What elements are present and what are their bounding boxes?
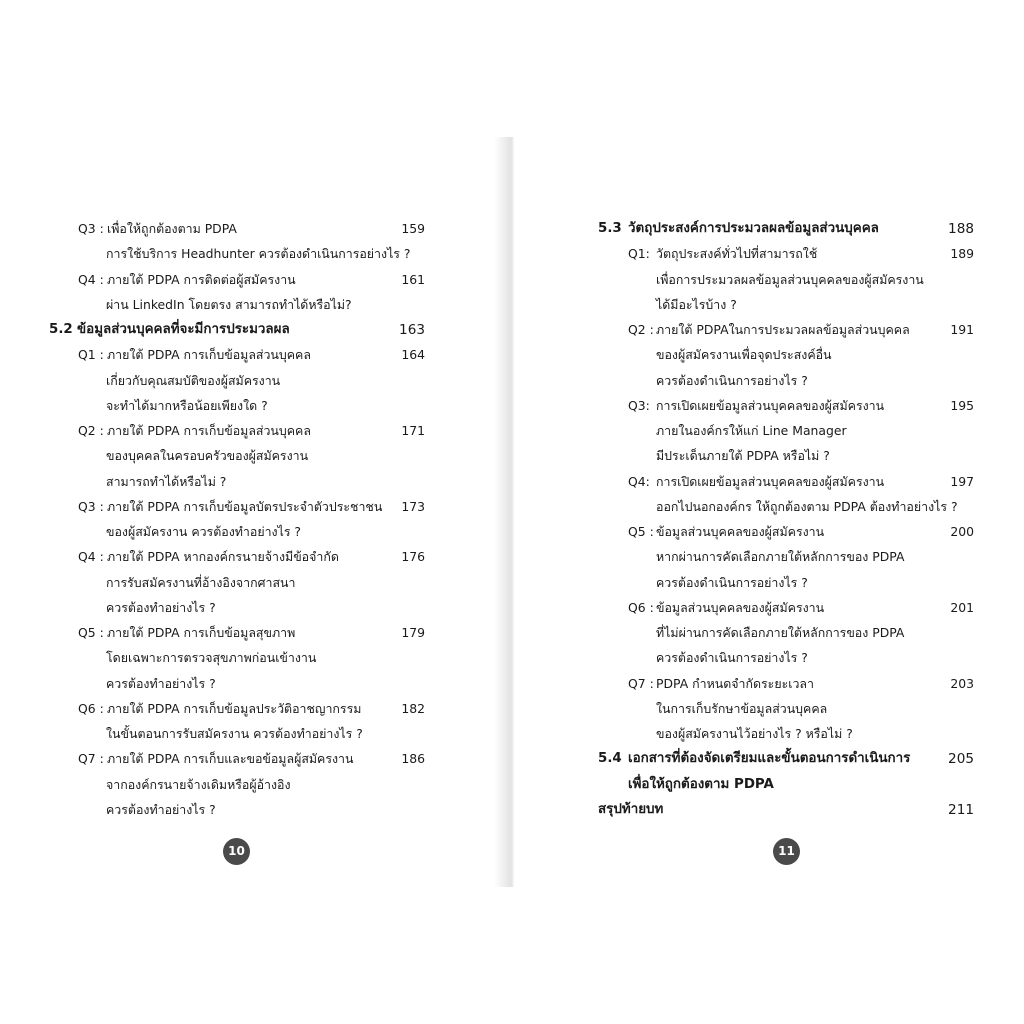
toc-question-row bbox=[598, 673, 974, 695]
toc-question-row bbox=[49, 673, 425, 695]
toc-question-row bbox=[49, 420, 425, 442]
toc-entry-text: ของผู้สมัครงานเพื่อจุดประสงค์อื่น bbox=[656, 347, 832, 363]
toc-entry-text: วัตถุประสงค์การประมวลผลข้อมูลส่วนบุคคล bbox=[628, 221, 879, 236]
toc-page-number: 200 bbox=[950, 524, 974, 539]
toc-entry-text: การรับสมัครงานที่อ้างอิงจากศาสนา bbox=[106, 574, 296, 590]
toc-entry-text: ในขั้นตอนการรับสมัครงาน ควรต้องทำอย่างไร ? bbox=[106, 726, 363, 741]
question-label: Q4 : bbox=[78, 271, 104, 287]
toc-entry-text: สรุปท้ายบท bbox=[598, 801, 664, 817]
toc-entry-text: ภายใต้ PDPA หากองค์กรนายจ้างมีข้อจำกัด bbox=[107, 549, 339, 565]
toc-question-row bbox=[598, 546, 974, 568]
question-label: Q1: bbox=[628, 246, 650, 262]
toc-question-row bbox=[49, 243, 425, 265]
question-label: Q3: bbox=[628, 397, 650, 413]
toc-entry-text: ในการเก็บรักษาข้อมูลส่วนบุคคล bbox=[656, 700, 828, 716]
toc-question-row bbox=[598, 395, 974, 417]
toc-question-row bbox=[49, 344, 425, 366]
toc-page-number: 188 bbox=[948, 221, 974, 237]
toc-question-row bbox=[598, 319, 974, 341]
toc-entry-text: เพื่อให้ถูกต้องตาม PDPA bbox=[107, 221, 237, 236]
toc-page-number: 201 bbox=[950, 599, 974, 615]
section-number: 5.3 bbox=[598, 221, 622, 236]
toc-entry-text: ของผู้สมัครงาน ควรต้องทำอย่างไร ? bbox=[106, 524, 301, 539]
toc-entry-text: เกี่ยวกับคุณสมบัติของผู้สมัครงาน bbox=[106, 372, 281, 388]
toc-entry-text: โดยเฉพาะการตรวจสุขภาพก่อนเข้างาน bbox=[106, 650, 317, 666]
toc-summary-row bbox=[598, 799, 974, 821]
question-label: Q5 : bbox=[628, 524, 654, 539]
toc-question-row bbox=[49, 572, 425, 594]
toc-entry-text: ของผู้สมัครงานไว้อย่างไร ? หรือไม่ ? bbox=[656, 726, 853, 741]
toc-entry-text: ควรต้องทำอย่างไร ? bbox=[106, 801, 216, 817]
toc-question-row bbox=[49, 647, 425, 669]
question-label: Q1 : bbox=[78, 347, 104, 363]
toc-question-row bbox=[49, 774, 425, 796]
toc-entry-text: PDPA กำหนดจำกัดระยะเวลา bbox=[656, 675, 814, 691]
toc-entry-text: ภายใต้ PDPA การเก็บข้อมูลประวัติอาชญากรรม bbox=[107, 700, 362, 716]
toc-entry-text: ควรต้องทำอย่างไร ? bbox=[106, 675, 216, 691]
toc-entry-text: ควรต้องดำเนินการอย่างไร ? bbox=[656, 372, 808, 388]
toc-question-row bbox=[598, 647, 974, 669]
toc-section-row bbox=[49, 319, 425, 341]
toc-question-row bbox=[598, 521, 974, 543]
toc-question-row bbox=[49, 521, 425, 543]
toc-page-number: 191 bbox=[950, 322, 974, 337]
toc-page-number: 179 bbox=[401, 625, 425, 640]
toc-question-row bbox=[598, 420, 974, 442]
toc-page-number: 197 bbox=[950, 473, 974, 489]
toc-section-row bbox=[598, 774, 974, 796]
question-label: Q3 : bbox=[78, 221, 104, 236]
toc-question-row bbox=[598, 597, 974, 619]
page-number-badge-left: 10 bbox=[223, 838, 250, 865]
toc-question-row bbox=[598, 344, 974, 366]
question-label: Q7 : bbox=[78, 751, 104, 767]
toc-entry-text: ภายใต้ PDPA การเก็บและขอข้อมูลผู้สมัครงาน bbox=[107, 751, 354, 767]
toc-entry-text: เอกสารที่ต้องจัดเตรียมและขั้นตอนการดำเนินการ bbox=[628, 751, 911, 767]
toc-page-number: 164 bbox=[401, 347, 425, 363]
toc-entry-text: จากองค์กรนายจ้างเดิมหรือผู้อ้างอิง bbox=[106, 776, 291, 792]
toc-entry-text: ควรต้องดำเนินการอย่างไร ? bbox=[656, 574, 808, 590]
toc-entry-text: เพื่อให้ถูกต้องตาม PDPA bbox=[628, 776, 774, 792]
toc-page-number: 205 bbox=[948, 751, 974, 768]
toc-page-number: 161 bbox=[401, 271, 425, 287]
toc-entry-text: ภายใต้ PDPA การติดต่อผู้สมัครงาน bbox=[107, 271, 296, 287]
toc-entry-text: หากผ่านการคัดเลือกภายใต้หลักการของ PDPA bbox=[656, 549, 905, 565]
toc-entry-text: ได้มีอะไรบ้าง ? bbox=[656, 296, 737, 312]
toc-page-number: 189 bbox=[950, 246, 974, 262]
toc-question-row bbox=[598, 269, 974, 291]
toc-question-row bbox=[598, 243, 974, 265]
toc-question-row bbox=[598, 496, 974, 518]
question-label: Q2 : bbox=[78, 423, 104, 438]
toc-entry-text: ภายใต้ PDPA การเก็บข้อมูลส่วนบุคคล bbox=[107, 423, 311, 438]
toc-entry-text: เพื่อการประมวลผลข้อมูลส่วนบุคคลของผู้สมัครงาน bbox=[656, 271, 924, 287]
toc-question-row bbox=[49, 698, 425, 720]
question-label: Q2 : bbox=[628, 322, 654, 337]
toc-section-row bbox=[598, 748, 974, 770]
toc-question-row bbox=[598, 445, 974, 467]
toc-question-row bbox=[49, 269, 425, 291]
toc-question-row bbox=[49, 748, 425, 770]
toc-question-row bbox=[49, 218, 425, 240]
toc-section-row bbox=[598, 218, 974, 240]
toc-question-row bbox=[598, 471, 974, 493]
toc-page-number: 195 bbox=[950, 397, 974, 413]
toc-question-row bbox=[49, 471, 425, 493]
toc-entry-text: ควรต้องดำเนินการอย่างไร ? bbox=[656, 650, 808, 666]
toc-question-row bbox=[49, 370, 425, 392]
toc-entry-text: การเปิดเผยข้อมูลส่วนบุคคลของผู้สมัครงาน bbox=[656, 473, 885, 489]
toc-question-row bbox=[598, 622, 974, 644]
section-number: 5.2 bbox=[49, 322, 73, 337]
toc-entry-text: การเปิดเผยข้อมูลส่วนบุคคลของผู้สมัครงาน bbox=[656, 397, 885, 413]
toc-page-number: 182 bbox=[401, 700, 425, 716]
toc-entry-text: ข้อมูลส่วนบุคคลของผู้สมัครงาน bbox=[656, 524, 825, 539]
toc-entry-text: ของบุคคลในครอบครัวของผู้สมัครงาน bbox=[106, 448, 309, 464]
toc-entry-text: วัตถุประสงค์ทั่วไปที่สามารถใช้ bbox=[656, 246, 818, 262]
toc-question-row bbox=[598, 698, 974, 720]
toc-page-number: 171 bbox=[401, 423, 425, 438]
toc-question-row bbox=[49, 622, 425, 644]
toc-entry-text: การใช้บริการ Headhunter ควรต้องดำเนินการอย่างไร ? bbox=[106, 246, 411, 262]
toc-question-row bbox=[49, 723, 425, 745]
toc-question-row bbox=[49, 395, 425, 417]
question-label: Q3 : bbox=[78, 498, 104, 514]
toc-page-number: 163 bbox=[399, 322, 425, 338]
toc-question-row bbox=[49, 597, 425, 619]
left-page bbox=[0, 0, 500, 1024]
toc-entry-text: ภายใต้ PDPA การเก็บข้อมูลส่วนบุคคล bbox=[107, 347, 311, 363]
toc-page-number: 176 bbox=[401, 549, 425, 565]
question-label: Q4 : bbox=[78, 549, 104, 565]
toc-question-row bbox=[49, 799, 425, 821]
toc-entry-text: สามารถทำได้หรือไม่ ? bbox=[106, 473, 227, 489]
toc-entry-text: ที่ไม่ผ่านการคัดเลือกภายใต้หลักการของ PDPA bbox=[656, 625, 905, 640]
question-label: Q7 : bbox=[628, 675, 654, 691]
toc-page-number: 173 bbox=[401, 498, 425, 514]
toc-entry-text: ภายใต้ PDPA การเก็บข้อมูลสุขภาพ bbox=[107, 625, 296, 640]
toc-page-number: 211 bbox=[948, 801, 974, 818]
toc-question-row bbox=[598, 572, 974, 594]
toc-entry-text: ออกไปนอกองค์กร ให้ถูกต้องตาม PDPA ต้องทำอย่างไร ? bbox=[656, 498, 958, 514]
question-label: Q6 : bbox=[78, 700, 104, 716]
toc-entry-text: มีประเด็นภายใต้ PDPA หรือไม่ ? bbox=[656, 448, 830, 464]
question-label: Q6 : bbox=[628, 599, 654, 615]
toc-question-row bbox=[598, 370, 974, 392]
toc-question-row bbox=[49, 294, 425, 316]
toc-question-row bbox=[49, 496, 425, 518]
toc-entry-text: ภายใต้ PDPA การเก็บข้อมูลบัตรประจำตัวประชาชน bbox=[107, 498, 383, 514]
section-number: 5.4 bbox=[598, 751, 622, 767]
toc-entry-text: ควรต้องทำอย่างไร ? bbox=[106, 599, 216, 615]
question-label: Q4: bbox=[628, 473, 650, 489]
toc-page-number: 186 bbox=[401, 751, 425, 767]
toc-question-row bbox=[49, 546, 425, 568]
page-number-badge-right: 11 bbox=[773, 838, 800, 865]
toc-entry-text: จะทำได้มากหรือน้อยเพียงใด ? bbox=[106, 397, 268, 413]
toc-entry-text: ภายใต้ PDPAในการประมวลผลข้อมูลส่วนบุคคล bbox=[656, 322, 910, 337]
book-spine-shadow bbox=[494, 137, 514, 887]
toc-entry-text: ข้อมูลส่วนบุคคลที่จะมีการประมวลผล bbox=[77, 322, 290, 337]
toc-question-row bbox=[598, 294, 974, 316]
right-page bbox=[512, 0, 1024, 1024]
toc-entry-text: ผ่าน LinkedIn โดยตรง สามารถทำได้หรือไม่? bbox=[106, 296, 352, 312]
toc-page-number: 159 bbox=[401, 221, 425, 236]
toc-question-row bbox=[49, 445, 425, 467]
question-label: Q5 : bbox=[78, 625, 104, 640]
toc-entry-text: ข้อมูลส่วนบุคคลของผู้สมัครงาน bbox=[656, 599, 825, 615]
toc-question-row bbox=[598, 723, 974, 745]
toc-page-number: 203 bbox=[950, 675, 974, 691]
toc-entry-text: ภายในองค์กรให้แก่ Line Manager bbox=[656, 423, 847, 438]
